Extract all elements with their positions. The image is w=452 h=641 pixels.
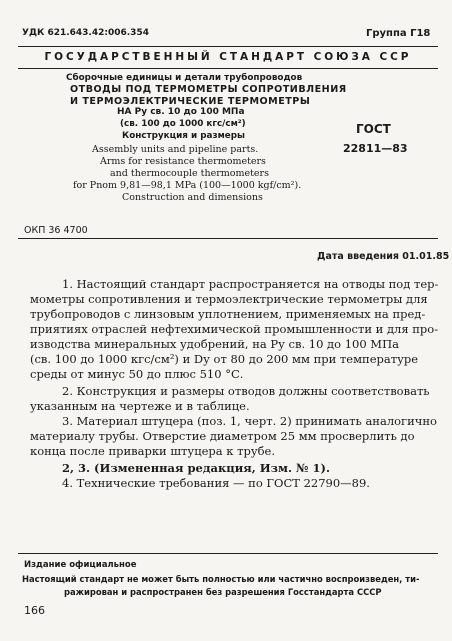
okp-rule <box>18 238 438 239</box>
paragraph-1-line-4: приятиях отраслей нефтехимической промышленности и для про- <box>30 322 439 336</box>
paragraph-3-line-2: материалу трубы. Отверстие диаметром 25 мм просверлить до <box>30 429 415 443</box>
paragraph-1-line-5: изводства минеральных удобрений, на Pу св. 10 до 100 МПа <box>30 337 399 351</box>
title-ru-line6: Конструкция и размеры <box>122 131 246 141</box>
title-en-line4: for Pnom 9,81—98,1 MPa (100—1000 kgf/cm²). <box>73 180 302 191</box>
title-ru-line2: ОТВОДЫ ПОД ТЕРМОМЕТРЫ СОПРОТИВЛЕНИЯ <box>70 84 347 95</box>
paragraph-1-line-3: трубопроводов с линзовым уплотнением, применяемых на пред- <box>30 307 426 321</box>
udk-code: УДК 621.643.42:006.354 <box>22 28 149 38</box>
amendment-note: 2, 3. (Измененная редакция, Изм. № 1). <box>62 461 330 475</box>
top-rule <box>18 46 438 47</box>
copyright-notice-line-2: ражирован и распространен без разрешения Госстандарта СССР <box>64 587 382 597</box>
paragraph-2-line-2: указанным на чертеже и в таблице. <box>30 399 250 413</box>
org-rule <box>18 68 438 69</box>
title-en-line1: Assembly units and pipeline parts. <box>92 144 259 155</box>
paragraph-2-line-1: 2. Конструкция и размеры отводов должны соответствовать <box>62 384 430 398</box>
paragraph-1-line-2: мометры сопротивления и термоэлектрические термометры для <box>30 292 428 306</box>
paragraph-1-line-1: 1. Настоящий стандарт распространяется на отводы под тер- <box>62 277 439 291</box>
paragraph-4: 4. Технические требования — по ГОСТ 22790—89. <box>62 476 370 490</box>
paragraph-1-line-7: среды от минус 50 до плюс 510 °С. <box>30 367 244 381</box>
title-ru-line3: И ТЕРМОЭЛЕКТРИЧЕСКИЕ ТЕРМОМЕТРЫ <box>70 96 311 107</box>
introduction-date: Дата введения 01.01.85 <box>317 251 450 262</box>
group-code: Группа Г18 <box>366 28 431 39</box>
footer-rule <box>18 553 438 554</box>
gost-number: 22811—83 <box>343 142 408 155</box>
organization-title: ГОСУДАРСТВЕННЫЙ СТАНДАРТ СОЮЗА ССР <box>44 51 412 63</box>
paragraph-3-line-1: 3. Материал штуцера (поз. 1, черт. 2) принимать аналогично <box>62 414 437 428</box>
title-en-line3: and thermocouple thermometers <box>110 168 269 179</box>
official-edition-label: Издание официальное <box>24 560 137 570</box>
okp-code: ОКП 36 4700 <box>24 225 88 236</box>
title-ru-line5: (св. 100 до 1000 кгс/см²) <box>120 119 246 129</box>
title-ru-line4: НА Pу св. 10 до 100 МПа <box>117 107 245 117</box>
gost-label: ГОСТ <box>356 122 391 136</box>
title-ru-line1: Сборочные единицы и детали трубопроводов <box>66 73 303 83</box>
page-number: 166 <box>24 604 45 617</box>
paragraph-1-line-6: (св. 100 до 1000 кгс/см²) и Dу от 80 до 200 мм при температуре <box>30 352 419 366</box>
title-en-line2: Arms for resistance thermometers <box>100 156 266 167</box>
paragraph-3-line-3: конца после приварки штуцера к трубе. <box>30 444 275 458</box>
copyright-notice-line-1: Настоящий стандарт не может быть полностью или частично воспроизведен, ти- <box>22 574 420 584</box>
title-en-line5: Construction and dimensions <box>122 192 263 203</box>
